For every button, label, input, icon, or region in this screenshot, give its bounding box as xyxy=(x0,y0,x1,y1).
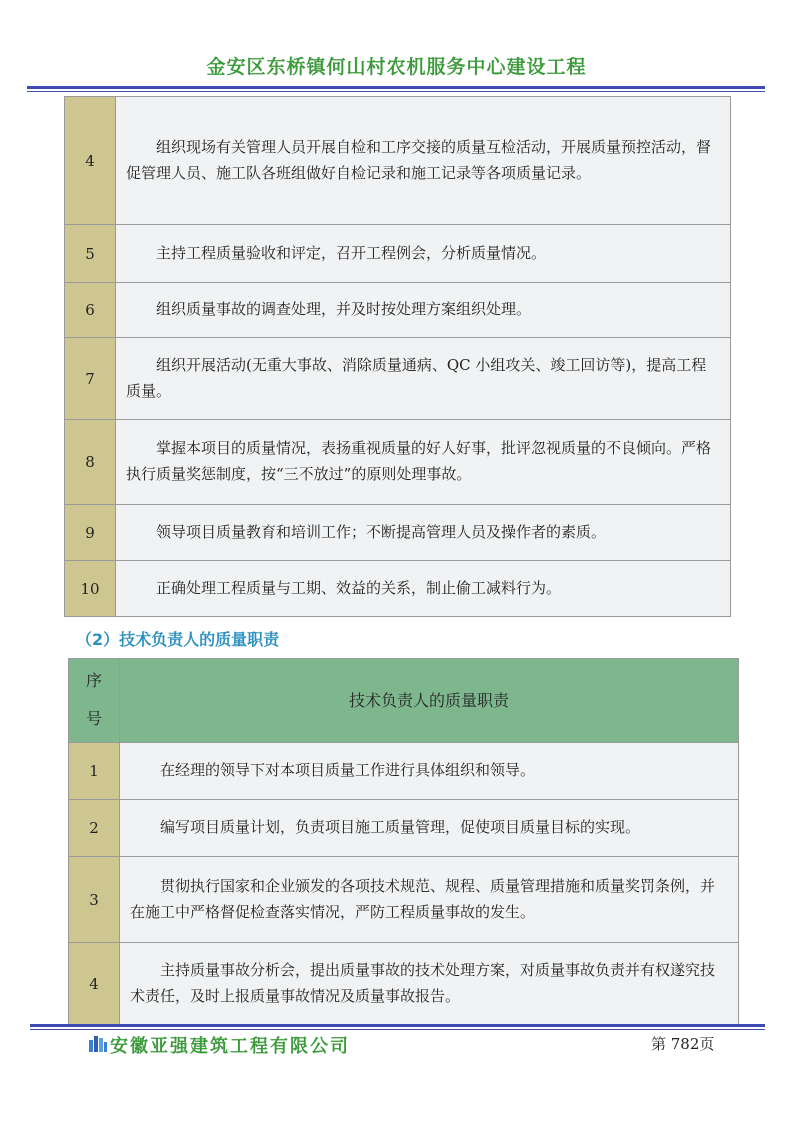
table-row xyxy=(65,283,731,338)
table-row xyxy=(69,943,739,1025)
row-text: 编写项目质量计划，负责项目施工质量管理，促使项目质量目标的实现。 xyxy=(120,800,739,857)
responsibility-table-technical xyxy=(68,658,739,1025)
row-text: 正确处理工程质量与工期、效益的关系，制止偷工减料行为。 xyxy=(116,561,731,617)
row-number: 4 xyxy=(69,943,120,1025)
table-row xyxy=(65,561,731,617)
row-number: 4 xyxy=(65,97,116,225)
row-number: 8 xyxy=(65,420,116,505)
table-row xyxy=(69,743,739,800)
footer-rule-thin xyxy=(30,1029,765,1030)
table-row xyxy=(65,338,731,420)
row-text: 贯彻执行国家和企业颁发的各项技术规范、规程、质量管理措施和质量奖罚条例，并在施工中严格督促检查落实情况，严防工程质量事故的发生。 xyxy=(120,857,739,943)
row-number: 1 xyxy=(69,743,120,800)
row-number: 2 xyxy=(69,800,120,857)
row-text: 掌握本项目的质量情况，表扬重视质量的好人好事，批评忽视质量的不良倾向。严格执行质量奖惩制度，按“三不放过”的原则处理事故。 xyxy=(116,420,731,505)
header-rule xyxy=(27,86,765,89)
row-number: 7 xyxy=(65,338,116,420)
row-text: 主持工程质量验收和评定，召开工程例会，分析质量情况。 xyxy=(116,225,731,283)
building-logo-icon xyxy=(88,1034,108,1052)
row-number: 9 xyxy=(65,505,116,561)
section-heading: （2）技术负责人的质量职责 xyxy=(76,630,280,649)
header-title-cell: 技术负责人的质量职责 xyxy=(120,659,739,743)
table-row xyxy=(65,420,731,505)
table-row xyxy=(65,505,731,561)
header-number-cell xyxy=(69,659,120,743)
header-number-label: 序号 xyxy=(85,671,102,728)
row-number: 5 xyxy=(65,225,116,283)
table-row xyxy=(69,800,739,857)
responsibility-table-manager xyxy=(64,96,731,617)
row-text: 组织现场有关管理人员开展自检和工序交接的质量互检活动，开展质量预控活动，督促管理人员、施工队各班组做好自检记录和施工记录等各项质量记录。 xyxy=(116,97,731,225)
row-number: 10 xyxy=(65,561,116,617)
row-text: 在经理的领导下对本项目质量工作进行具体组织和领导。 xyxy=(120,743,739,800)
footer-rule xyxy=(30,1024,765,1027)
header-rule-thin xyxy=(27,91,765,92)
row-text: 组织质量事故的调查处理，并及时按处理方案组织处理。 xyxy=(116,283,731,338)
footer-page-number: 第 782页 xyxy=(651,1035,715,1053)
row-text: 主持质量事故分析会，提出质量事故的技术处理方案，对质量事故负责并有权遂究技术责任，及时上报质量事故情况及质量事故报告。 xyxy=(120,943,739,1025)
footer-company-name: 安徽亚强建筑工程有限公司 xyxy=(110,1036,350,1057)
table-row xyxy=(65,225,731,283)
page-header-title: 金安区东桥镇何山村农机服务中心建设工程 xyxy=(206,56,587,78)
row-text: 领导项目质量教育和培训工作；不断提高管理人员及操作者的素质。 xyxy=(116,505,731,561)
table-header-row xyxy=(69,659,739,743)
row-number: 3 xyxy=(69,857,120,943)
table-row xyxy=(65,97,731,225)
table-row xyxy=(69,857,739,943)
row-number: 6 xyxy=(65,283,116,338)
row-text: 组织开展活动(无重大事故、消除质量通病、QC 小组攻关、竣工回访等)，提高工程质量。 xyxy=(116,338,731,420)
